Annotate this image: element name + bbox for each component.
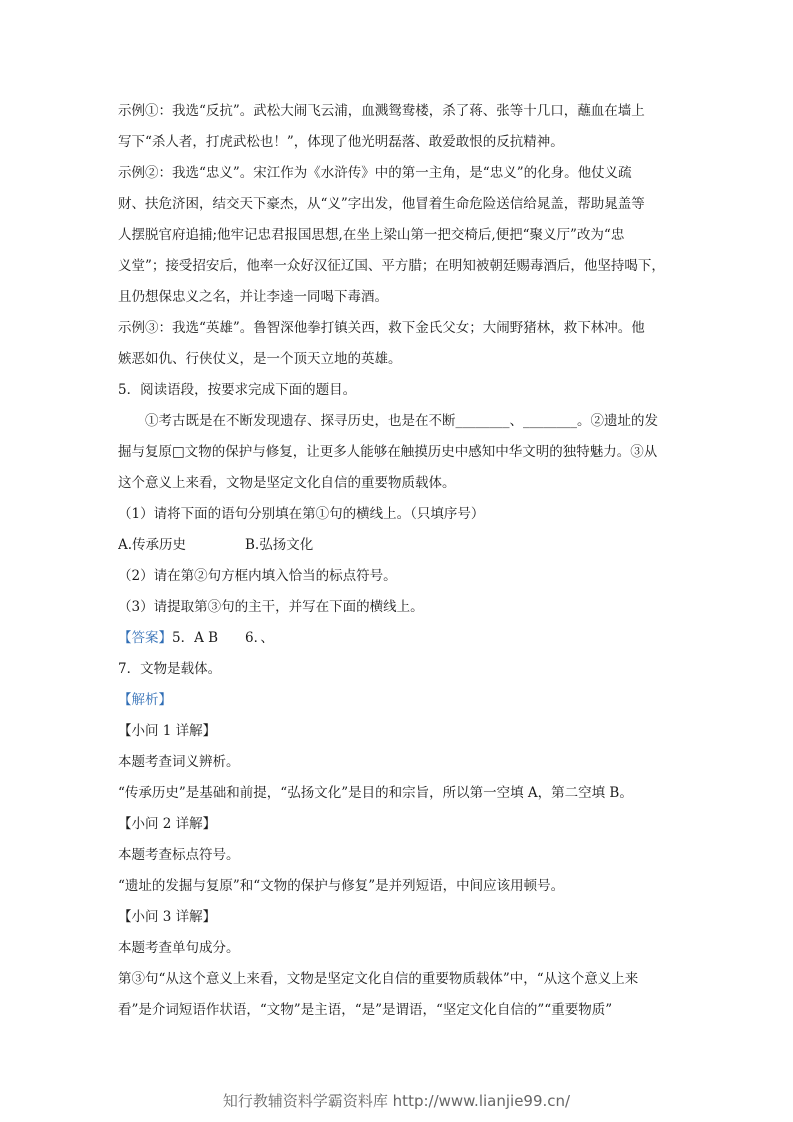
sub-question-3: （3）请提取第③句的主干，并写在下面的横线上。 (118, 599, 424, 615)
analysis-q3-line-3: 看”是介词短语作状语，“文物”是主语，“是”是谓语，“坚定文化自信的”“重要物质” (118, 1002, 613, 1018)
analysis-q1-line-2: “传承历史”是基础和前提，“弘扬文化”是目的和宗旨，所以第一空填 A，第二空填 B。 (118, 785, 633, 801)
document-page (118, 96, 680, 1026)
option-b: B.弘扬文化 (245, 537, 314, 553)
answer-label: 【答案】 (118, 630, 172, 646)
example-2-line-5: 且仍想保忠义之名，并让李逵一同喝下毒酒。 (118, 289, 388, 305)
analysis-q2-line-2: “遗址的发掘与复原”和“文物的保护与修复”是并列短语，中间应该用顿号。 (118, 878, 565, 894)
analysis-q2-line-1: 本题考查标点符号。 (118, 847, 240, 863)
passage-line-3: 这个意义上来看，文物是坚定文化自信的重要物质载体。 (118, 475, 456, 491)
example-2-line-2: 财、扶危济困，结交天下豪杰，从“义”字出发，他冒着生命危险送信给晁盖，帮助晁盖等 (118, 196, 645, 212)
analysis-q1-heading: 【小问 1 详解】 (118, 723, 217, 739)
analysis-q3-line-1: 本题考查单句成分。 (118, 940, 240, 956)
example-2-line-1: 示例②：我选“忠义”。宋江作为《水浒传》中的第一主角，是“忠义”的化身。他仗义疏 (118, 165, 632, 181)
analysis-q3-line-2: 第③句“从这个意义上来看，文物是坚定文化自信的重要物质载体”中，“从这个意义上来 (118, 971, 639, 987)
passage-line-2: 掘与复原□文物的保护与修复，让更多人能够在触摸历史中感知中华文明的独特魅力。③从 (118, 444, 658, 460)
example-3-line-2: 嫉恶如仇、行侠仗义，是一个顶天立地的英雄。 (118, 351, 402, 367)
analysis-q1-line-1: 本题考查词义辨析。 (118, 754, 240, 770)
passage-line-1: ①考古既是在不断发现遗存、探寻历史，也是在不断________、________。②遗址的发 (145, 413, 658, 429)
answer-row (118, 623, 680, 654)
example-1-line-1: 示例①：我选“反抗”。武松大闹飞云浦，血溅鸳鸯楼，杀了蒋、张等十几口，蘸血在墙上 (118, 103, 645, 119)
example-1-line-2: 写下“杀人者，打虎武松也！”，体现了他光明磊落、敢爱敢恨的反抗精神。 (118, 134, 564, 150)
example-2-line-4: 义堂”；接受招安后，他率一众好汉征辽国、平方腊；在明知被朝廷赐毒酒后，他坚持喝下， (118, 258, 665, 274)
analysis-label: 【解析】 (118, 692, 172, 708)
example-2-line-3: 人摆脱官府追捕;他牢记忠君报国思想,在坐上梁山第一把交椅后,便把“聚义厅”改为“忠 (118, 227, 625, 243)
options-row (118, 530, 680, 561)
sub-question-2: （2）请在第②句方框内填入恰当的标点符号。 (118, 568, 397, 584)
answer-text: 5．A B 6．、 (172, 630, 274, 646)
footer-watermark: 知行教辅资料学霸资料库 http://www.lianjie99.cn/ (222, 1092, 571, 1110)
analysis-q2-heading: 【小问 2 详解】 (118, 816, 217, 832)
answer-line-7: 7．文物是载体。 (118, 661, 222, 677)
example-3-line-1: 示例③：我选“英雄”。鲁智深他拳打镇关西，救下金氏父女；大闹野猪林，救下林冲。他 (118, 320, 645, 336)
analysis-q3-heading: 【小问 3 详解】 (118, 909, 217, 925)
option-a: A.传承历史 (118, 537, 187, 553)
sub-question-1: （1）请将下面的语句分别填在第①句的横线上。（只填序号） (118, 506, 485, 522)
question-title: 5．阅读语段，按要求完成下面的题目。 (118, 382, 357, 398)
